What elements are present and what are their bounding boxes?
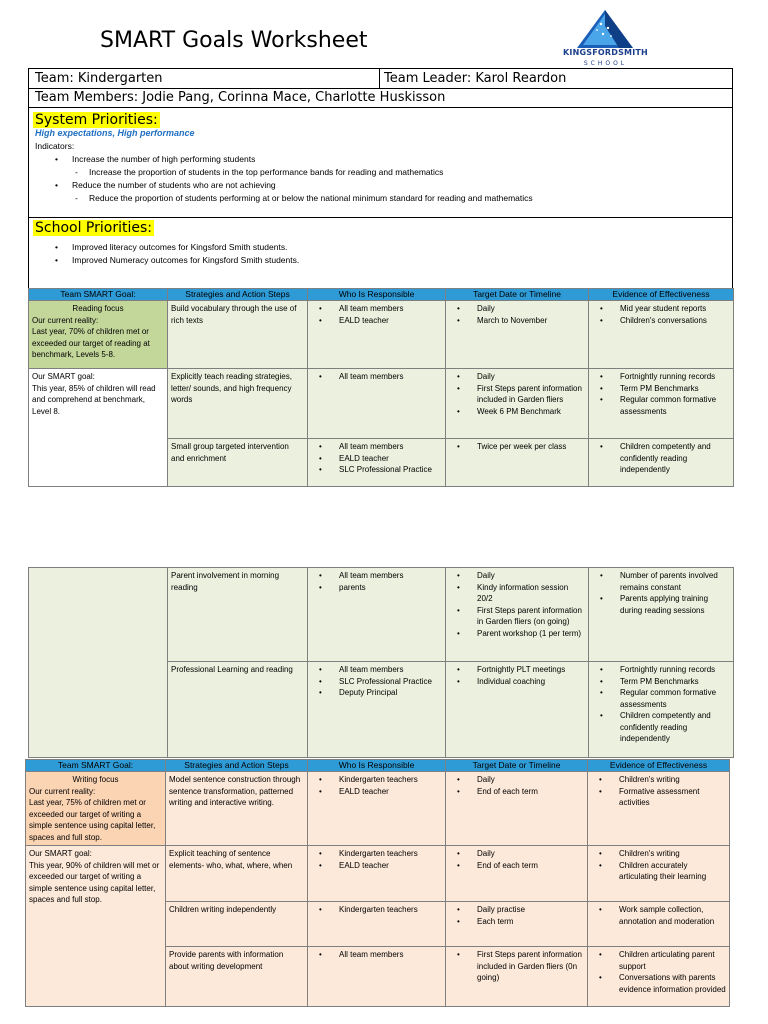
timeline-item: • Daily practise	[449, 904, 584, 916]
evidence-item: • Term PM Benchmarks	[592, 676, 730, 688]
col-header-strategies: Strategies and Action Steps	[166, 760, 308, 772]
who-item: • Deputy Principal	[311, 687, 442, 699]
evidence-item: • Number of parents involved remains constant	[592, 570, 730, 593]
evidence-item: • Formative assessment activities	[591, 786, 726, 809]
col-header-who: Who Is Responsible	[308, 760, 446, 772]
logo-name: KINGSFORDSMITH	[563, 48, 648, 57]
reading-focus-label: Reading focus	[72, 304, 124, 313]
who-cell	[308, 846, 446, 902]
reading-goals-table	[28, 288, 734, 487]
reality-label: Our current reality:	[32, 315, 99, 325]
evidence-cell	[588, 846, 730, 902]
timeline-item: • Daily	[449, 570, 585, 582]
team-members: Team Members: Jodie Pang, Corinna Mace, Charlotte Huskisson	[35, 90, 446, 105]
empty-goal-cell	[29, 568, 168, 758]
col-header-target: Target Date or Timeline	[446, 289, 589, 301]
timeline-item: • First Steps parent information in Garden fliers (on going)	[449, 605, 585, 628]
timeline-item: • Each term	[449, 916, 584, 928]
who-item: • EALD teacher	[311, 860, 442, 872]
strategy-cell: Professional Learning and reading	[168, 662, 308, 758]
col-header-evidence: Evidence of Effectiveness	[588, 760, 730, 772]
indicator-item: • Increase the number of high performing students	[35, 153, 725, 166]
school-priority-item: • Improved literacy outcomes for Kingsford Smith students.	[35, 241, 725, 254]
writing-reality-cell	[26, 772, 166, 846]
timeline-item: • Daily	[449, 371, 585, 383]
evidence-item: • Regular common formative assessments	[592, 687, 730, 710]
timeline-cell	[446, 662, 589, 758]
evidence-cell	[589, 301, 734, 369]
who-item: • Kindergarten teachers	[311, 774, 442, 786]
school-priorities-heading: School Priorities:	[35, 220, 152, 236]
timeline-item: • Daily	[449, 303, 585, 315]
who-item: • Kindergarten teachers	[311, 848, 442, 860]
evidence-item: • Children's writing	[591, 774, 726, 786]
evidence-cell	[589, 662, 734, 758]
evidence-cell	[588, 947, 730, 1007]
evidence-item: • Fortnightly running records	[592, 371, 730, 383]
evidence-item: • Children's conversations	[592, 315, 730, 327]
evidence-cell	[588, 902, 730, 947]
timeline-cell	[446, 902, 588, 947]
goal-label: Our SMART goal:	[29, 849, 92, 858]
evidence-cell	[589, 439, 734, 487]
who-item: • EALD teacher	[311, 453, 442, 465]
strategy-cell: Build vocabulary through the use of rich texts	[168, 301, 308, 369]
evidence-item: • Children accurately articulating their learning	[591, 860, 726, 883]
strategy-cell: Children writing independently	[166, 902, 308, 947]
indicators-label: Indicators:	[35, 141, 75, 151]
timeline-item: • First Steps parent information included in Garden fliers	[449, 383, 585, 406]
timeline-item: • Fortnightly PLT meetings	[449, 664, 585, 676]
col-header-target: Target Date or Timeline	[446, 760, 588, 772]
who-item: • EALD teacher	[311, 315, 442, 327]
strategy-cell: Explicitly teach reading strategies, letter/ sounds, and high frequency words	[168, 369, 308, 439]
evidence-item: • Conversations with parents evidence information provided	[591, 972, 726, 995]
who-item: • All team members	[311, 303, 442, 315]
timeline-item: • End of each term	[449, 786, 584, 798]
evidence-item: • Work sample collection, annotation and moderation	[591, 904, 726, 927]
system-subheading: High expectations, High performance	[35, 128, 195, 138]
who-cell	[308, 301, 446, 369]
timeline-item: • Parent workshop (1 per term)	[449, 628, 585, 640]
who-cell	[308, 369, 446, 439]
who-cell	[308, 439, 446, 487]
evidence-item: • Fortnightly running records	[592, 664, 730, 676]
evidence-item: • Term PM Benchmarks	[592, 383, 730, 395]
timeline-cell	[446, 568, 589, 662]
who-cell	[308, 568, 446, 662]
reading-goal-cell	[29, 369, 168, 487]
col-header-goal: Team SMART Goal:	[26, 760, 166, 772]
reading-goal: This year, 85% of children will read and comprehend at benchmark, Level 8.	[32, 383, 156, 416]
writing-goal: This year, 90% of children will met or exceeded our target of writing a simple sentence using capital letter, spaces and full stop.	[29, 860, 160, 904]
strategy-cell: Model sentence construction through sentence transformation, patterned writing and interactive writing.	[166, 772, 308, 846]
col-header-strategies: Strategies and Action Steps	[168, 289, 308, 301]
page-title: SMART Goals Worksheet	[100, 28, 368, 53]
team-name: Team: Kindergarten	[35, 71, 163, 86]
evidence-item: • Children competently and confidently reading independently	[592, 710, 730, 745]
writing-goal-cell	[26, 846, 166, 1007]
evidence-item: • Mid year student reports	[592, 303, 730, 315]
timeline-item: • Kindy information session 20/2	[449, 582, 585, 605]
who-cell	[308, 902, 446, 947]
who-item: • All team members	[311, 441, 442, 453]
team-leader: Team Leader: Karol Reardon	[384, 71, 567, 86]
timeline-item: • Daily	[449, 848, 584, 860]
evidence-item: • Regular common formative assessments	[592, 394, 730, 417]
who-item: • SLC Professional Practice	[311, 464, 442, 476]
evidence-cell	[588, 772, 730, 846]
col-header-evidence: Evidence of Effectiveness	[589, 289, 734, 301]
indicator-item: • Reduce the number of students who are not achieving	[35, 179, 725, 192]
timeline-cell	[446, 369, 589, 439]
strategy-cell: Provide parents with information about writing development	[166, 947, 308, 1007]
reading-reality-cell	[29, 301, 168, 369]
evidence-cell	[589, 568, 734, 662]
timeline-cell	[446, 846, 588, 902]
strategy-cell: Small group targeted intervention and enrichment	[168, 439, 308, 487]
who-item: • EALD teacher	[311, 786, 442, 798]
timeline-item: • Daily	[449, 774, 584, 786]
reading-reality: Last year, 70% of children met or exceeded our target of reading at benchmark, Levels 5-8.	[32, 327, 150, 359]
indicator-detail: - Increase the proportion of students in the top performance bands for reading and mathematics	[35, 166, 725, 179]
timeline-cell	[446, 439, 589, 487]
timeline-cell	[446, 772, 588, 846]
who-item: • All team members	[311, 570, 442, 582]
leader-cell	[379, 68, 733, 89]
evidence-item: • Parents applying training during reading sessions	[592, 593, 730, 616]
strategy-cell: Parent involvement in morning reading	[168, 568, 308, 662]
writing-goals-table	[25, 759, 730, 1007]
school-priority-item: • Improved Numeracy outcomes for Kingsford Smith students.	[35, 254, 725, 267]
reality-label: Our current reality:	[29, 786, 96, 796]
evidence-item: • Children's writing	[591, 848, 726, 860]
writing-focus-label: Writing focus	[72, 775, 119, 784]
who-item: • All team members	[311, 949, 442, 961]
strategy-cell: Explicit teaching of sentence elements- who, what, where, when	[166, 846, 308, 902]
timeline-cell	[446, 947, 588, 1007]
system-priorities-heading: System Priorities:	[35, 112, 158, 128]
timeline-item: • Week 6 PM Benchmark	[449, 406, 585, 418]
who-item: • All team members	[311, 664, 442, 676]
who-item: • All team members	[311, 371, 442, 383]
timeline-cell	[446, 301, 589, 369]
timeline-item: • March to November	[449, 315, 585, 327]
members-cell	[28, 88, 733, 108]
who-cell	[308, 662, 446, 758]
reading-goals-table-continued	[28, 567, 734, 758]
who-item: • parents	[311, 582, 442, 594]
goal-label: Our SMART goal:	[32, 372, 95, 381]
who-cell	[308, 772, 446, 846]
indicator-detail: - Reduce the proportion of students performing at or below the national minimum standard for reading and mathematics	[35, 192, 725, 205]
logo-sub: SCHOOL	[583, 60, 628, 67]
timeline-item: • End of each term	[449, 860, 584, 872]
who-item: • SLC Professional Practice	[311, 676, 442, 688]
timeline-item: • First Steps parent information included in Garden fliers (0n going)	[449, 949, 584, 984]
team-cell	[28, 68, 380, 89]
who-item: • Kindergarten teachers	[311, 904, 442, 916]
writing-reality: Last year, 75% of children met or exceeded our target of writing a simple sentence using capital letter, spaces and full stop.	[29, 798, 156, 842]
col-header-who: Who Is Responsible	[308, 289, 446, 301]
evidence-item: • Children competently and confidently reading independently	[592, 441, 730, 476]
timeline-item: • Individual coaching	[449, 676, 585, 688]
priorities-section	[28, 107, 733, 265]
school-priorities-box	[28, 217, 733, 289]
who-cell	[308, 947, 446, 1007]
col-header-goal: Team SMART Goal:	[29, 289, 168, 301]
evidence-cell	[589, 369, 734, 439]
evidence-item: • Children articulating parent support	[591, 949, 726, 972]
timeline-item: • Twice per week per class	[449, 441, 585, 453]
